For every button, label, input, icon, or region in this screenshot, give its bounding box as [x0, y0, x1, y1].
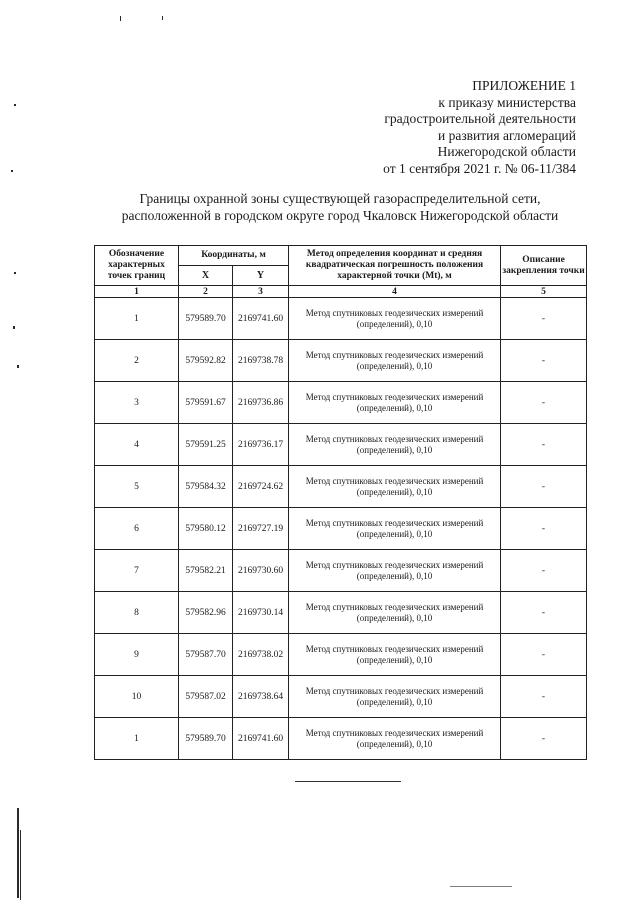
column-number: 4 — [289, 286, 501, 298]
fixing-description: - — [501, 634, 587, 676]
method-text: Метод спутниковых геодезических измерений (определений), 0,10 — [289, 550, 501, 592]
point-number: 5 — [95, 466, 179, 508]
title-line: Границы охранной зоны существующей газораспределительной сети, — [139, 191, 541, 206]
header-description: Описание закрепления точки — [501, 246, 587, 286]
scan-edge — [450, 886, 512, 887]
document-title — [60, 191, 620, 224]
coord-x: 579592.82 — [179, 340, 233, 382]
coord-x: 579587.70 — [179, 634, 233, 676]
coord-x: 579589.70 — [179, 718, 233, 760]
fixing-description: - — [501, 340, 587, 382]
fixing-description: - — [501, 382, 587, 424]
scan-mark — [14, 272, 16, 274]
table-row — [95, 634, 587, 676]
coord-y: 2169736.17 — [233, 424, 289, 466]
column-number: 2 — [179, 286, 233, 298]
fixing-description: - — [501, 508, 587, 550]
column-number: 3 — [233, 286, 289, 298]
header-line: и развития агломераций — [437, 127, 576, 143]
method-text: Метод спутниковых геодезических измерений (определений), 0,10 — [289, 592, 501, 634]
coord-x: 579584.32 — [179, 466, 233, 508]
method-text: Метод спутниковых геодезических измерений (определений), 0,10 — [289, 676, 501, 718]
coord-y: 2169738.64 — [233, 676, 289, 718]
scan-mark — [17, 365, 19, 368]
coord-y: 2169738.02 — [233, 634, 289, 676]
header-line: к приказу министерства — [438, 94, 576, 110]
coord-y: 2169727.19 — [233, 508, 289, 550]
fixing-description: - — [501, 298, 587, 340]
coord-x: 579580.12 — [179, 508, 233, 550]
coord-x: 579587.02 — [179, 676, 233, 718]
fixing-description: - — [501, 592, 587, 634]
table-row — [95, 550, 587, 592]
column-number: 5 — [501, 286, 587, 298]
scan-mark — [11, 170, 13, 172]
method-text: Метод спутниковых геодезических измерений (определений), 0,10 — [289, 718, 501, 760]
header-line: от 1 сентября 2021 г. № 06-11/384 — [383, 160, 576, 176]
header-x: X — [179, 266, 233, 286]
separator-line — [295, 781, 401, 782]
method-text: Метод спутниковых геодезических измерений (определений), 0,10 — [289, 424, 501, 466]
header-designation: Обозначение характерных точек границ — [95, 246, 179, 286]
coord-x: 579591.67 — [179, 382, 233, 424]
point-number: 8 — [95, 592, 179, 634]
header-coordinates: Координаты, м — [179, 246, 289, 266]
coord-y: 2169724.62 — [233, 466, 289, 508]
table-row — [95, 424, 587, 466]
table-row — [95, 676, 587, 718]
table-row — [95, 298, 587, 340]
coord-y: 2169738.78 — [233, 340, 289, 382]
point-number: 3 — [95, 382, 179, 424]
method-text: Метод спутниковых геодезических измерений (определений), 0,10 — [289, 466, 501, 508]
coord-y: 2169730.60 — [233, 550, 289, 592]
scan-mark — [120, 16, 121, 21]
coord-x: 579582.96 — [179, 592, 233, 634]
scan-mark — [14, 104, 16, 106]
method-text: Метод спутниковых геодезических измерений (определений), 0,10 — [289, 298, 501, 340]
table-row — [95, 466, 587, 508]
coord-y: 2169736.86 — [233, 382, 289, 424]
column-number: 1 — [95, 286, 179, 298]
boundary-points-table — [94, 245, 587, 760]
header-line: градостроительной деятельности — [384, 111, 576, 126]
table-row — [95, 340, 587, 382]
fixing-description: - — [501, 676, 587, 718]
scan-edge — [17, 808, 19, 898]
header-line: Нижегородской области — [437, 144, 576, 159]
header-method: Метод определения координат и средняя квадратическая погрешность положения характерной точки (Mt), м — [289, 246, 501, 286]
header-line: ПРИЛОЖЕНИЕ 1 — [472, 78, 576, 93]
coord-y: 2169730.14 — [233, 592, 289, 634]
table-row — [95, 508, 587, 550]
table-row — [95, 718, 587, 760]
table-row — [95, 382, 587, 424]
table-row — [95, 592, 587, 634]
coord-x: 579582.21 — [179, 550, 233, 592]
point-number: 6 — [95, 508, 179, 550]
method-text: Метод спутниковых геодезических измерений (определений), 0,10 — [289, 508, 501, 550]
point-number: 9 — [95, 634, 179, 676]
coord-x: 579589.70 — [179, 298, 233, 340]
appendix-header — [383, 78, 576, 177]
fixing-description: - — [501, 718, 587, 760]
coord-y: 2169741.60 — [233, 718, 289, 760]
scan-edge — [20, 830, 21, 900]
point-number: 4 — [95, 424, 179, 466]
method-text: Метод спутниковых геодезических измерений (определений), 0,10 — [289, 634, 501, 676]
point-number: 7 — [95, 550, 179, 592]
scan-mark — [13, 326, 15, 329]
method-text: Метод спутниковых геодезических измерений (определений), 0,10 — [289, 382, 501, 424]
fixing-description: - — [501, 466, 587, 508]
fixing-description: - — [501, 550, 587, 592]
scan-mark — [162, 16, 163, 20]
coord-x: 579591.25 — [179, 424, 233, 466]
coord-y: 2169741.60 — [233, 298, 289, 340]
method-text: Метод спутниковых геодезических измерений (определений), 0,10 — [289, 340, 501, 382]
point-number: 1 — [95, 298, 179, 340]
title-line: расположенной в городском округе город Чкаловск Нижегородской области — [121, 207, 559, 223]
point-number: 2 — [95, 340, 179, 382]
header-y: Y — [233, 266, 289, 286]
point-number: 1 — [95, 718, 179, 760]
point-number: 10 — [95, 676, 179, 718]
fixing-description: - — [501, 424, 587, 466]
